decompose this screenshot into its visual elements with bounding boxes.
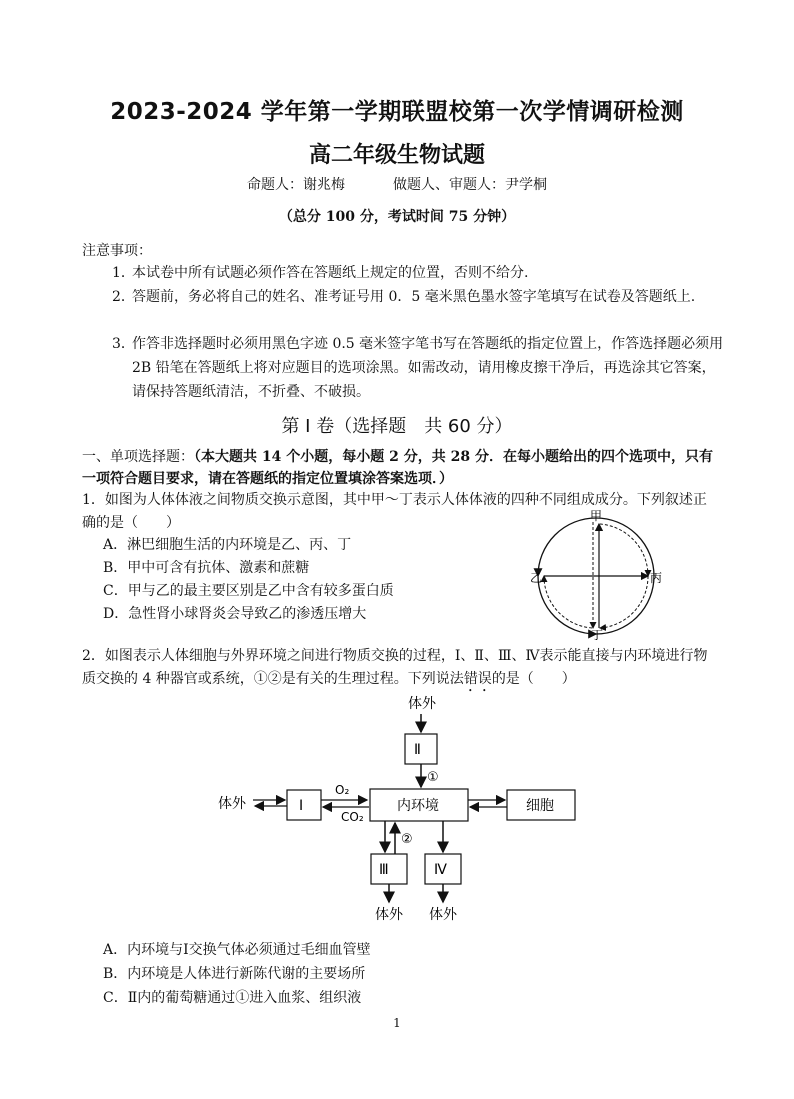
section-text: （本大题共 14 个小题，每小题 2 分，共 28 分．在每小题给出的四个选项中，只有一项符合题目要求，请在答题纸的指定位置填涂答案选项．） <box>82 449 713 487</box>
q2-diagram <box>215 690 585 925</box>
q2-box-3-label: Ⅲ <box>379 862 389 878</box>
page-number: 1 <box>393 1016 401 1030</box>
reviewer: 做题人、审题人：尹学桐 <box>393 177 547 193</box>
notice-text: 本试卷中所有试题必须作答在答题纸上规定的位置，否则不给分. <box>132 265 529 281</box>
q2-outside-b4: 体外 <box>429 907 457 923</box>
author: 命题人：谢兆梅 <box>247 177 345 193</box>
notice-item <box>112 261 724 285</box>
notice-title: 注意事项： <box>82 243 152 259</box>
author-line <box>0 174 794 194</box>
q2-option-c: C．Ⅱ内的葡萄糖通过①进入血浆、组织液 <box>103 990 362 1006</box>
q2-box-1-label: Ⅰ <box>299 798 304 814</box>
q2-outside-top: 体外 <box>408 696 436 712</box>
notice-text: 答题前，务必将自己的姓名、准考证号用 0．5 毫米黑色墨水签字笔填写在试卷及答题纸上. <box>132 289 696 305</box>
q2-stem-a: 2．如图表示人体细胞与外界环境之间进行物质交换的过程，Ⅰ、Ⅱ、Ⅲ、Ⅳ表示能直接与内环境进行物质交换的 4 种器官或系统，①②是有关的生理过程。下列说法 <box>82 648 708 687</box>
q2-outside-b3: 体外 <box>375 907 403 923</box>
q2-cell-label: 细胞 <box>526 798 554 814</box>
q2-outside-left: 体外 <box>218 796 246 812</box>
notice-item <box>112 285 724 309</box>
q1-option-c: C．甲与乙的最主要区别是乙中含有较多蛋白质 <box>103 583 394 599</box>
q1-option-a: A．淋巴细胞生活的内环境是乙、丙、丁 <box>103 537 352 553</box>
q1-option-b: B．甲中可含有抗体、激素和蔗糖 <box>103 560 310 576</box>
q1-label-yi: 乙 <box>530 571 543 585</box>
q2-option-a: A．内环境与Ⅰ交换气体必须通过毛细血管壁 <box>103 942 371 958</box>
q1-label-ding: 丁 <box>591 628 604 640</box>
notice-item <box>112 332 724 404</box>
section-heading <box>82 446 718 490</box>
q2-o2: O₂ <box>335 783 350 797</box>
notice-text: 作答非选择题时必须用黑色字迹 0.5 毫米签字笔书写在答题纸的指定位置上，作答选择题必须用 2B 铅笔在答题纸上将对应题目的选项涂黑。如需改动，请用橡皮擦干净后，再选涂其它答案，请保持答题纸清洁，不折叠、不破损。 <box>132 336 724 400</box>
q1-label-bing: 丙 <box>650 571 663 585</box>
q2-box-3 <box>371 854 407 884</box>
notice-num: 3． <box>112 336 135 352</box>
q2-box-1 <box>287 790 321 820</box>
exam-title: 2023-2024 学年第一学期联盟校第一次学情调研检测 <box>110 99 684 125</box>
q1-label-jia: 甲 <box>590 509 603 523</box>
question-2-stem <box>82 645 718 695</box>
exam-subtitle: 高二年级生物试题 <box>308 143 485 168</box>
q2-option-b: B．内环境是人体进行新陈代谢的主要场所 <box>103 966 366 982</box>
part-title: 第 I 卷（选择题 共 60 分） <box>281 416 513 437</box>
q2-circle-2: ② <box>401 832 413 847</box>
q2-stem-b: 的是（ ） <box>491 671 576 687</box>
q1-diagram <box>528 508 678 640</box>
q2-circle-1: ① <box>427 770 439 785</box>
q2-box-2 <box>405 734 437 764</box>
q2-co2: CO₂ <box>341 810 364 824</box>
notice-num: 2． <box>112 289 135 305</box>
notice-num: 1． <box>112 265 135 281</box>
q2-box-4-label: Ⅳ <box>434 862 447 878</box>
score-time: （总分 100 分，考试时间 75 分钟） <box>278 209 516 225</box>
q1-option-d: D．急性肾小球肾炎会导致乙的渗透压增大 <box>103 606 367 622</box>
q2-stem-emphasis: 错误 <box>463 671 492 687</box>
q2-inner-env-label: 内环境 <box>397 798 439 814</box>
q2-box-2-label: Ⅱ <box>414 742 421 758</box>
question-1-stem: 1．如图为人体体液之间物质交换示意图，其中甲～丁表示人体体液的四种不同组成成分。下列叙述正确的是（ ） <box>82 492 707 531</box>
section-prefix: 一、单项选择题： <box>82 449 194 465</box>
